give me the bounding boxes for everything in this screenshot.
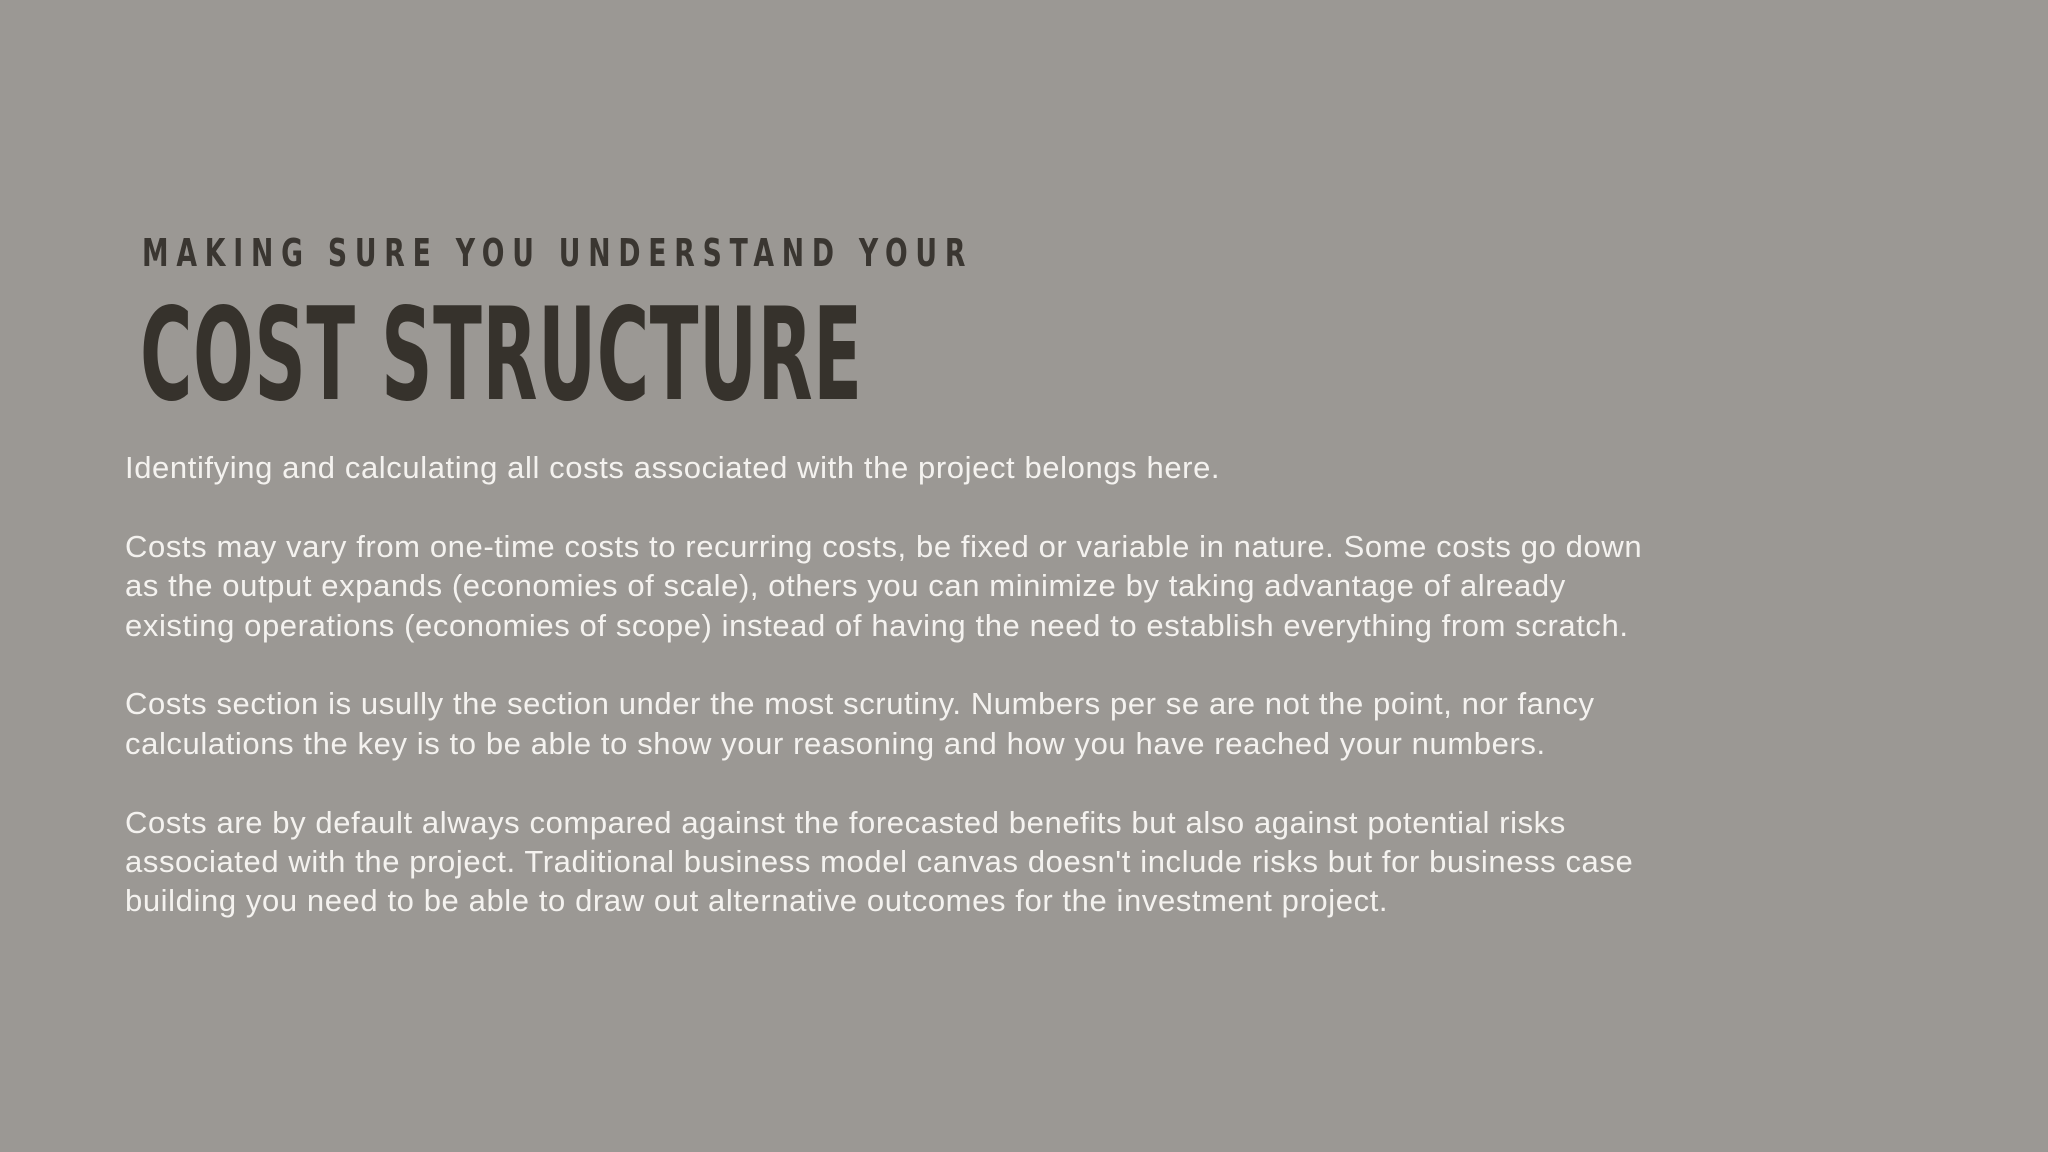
paragraph-cost-types: Costs may vary from one-time costs to recurring costs, be fixed or variable in nature. Some costs go down as the output expands (economies of scale), others you can minimize by taking advantage of already existing operations (economies of scope) instead of having the need to establish everything from scratch. [125, 528, 1643, 643]
paragraph-risks: Costs are by default always compared against the forecasted benefits but also against potential risks associated with the project. Traditional business model canvas doesn't include risks but for business case building you need to be able to draw out alternative outcomes for the investment project. [125, 804, 1634, 919]
slide-body [125, 448, 1665, 921]
paragraph-scrutiny: Costs section is usully the section under the most scrutiny. Numbers per se are not the point, nor fancy calculations the key is to be able to show your reasoning and how you have reached your numbers. [125, 686, 1595, 761]
slide-kicker: MAKING SURE YOU UNDERSTAND YOUR [142, 231, 974, 275]
paragraph-intro: Identifying and calculating all costs associated with the project belongs here. [125, 450, 1221, 485]
slide-title: COST STRUCTURE [140, 281, 863, 430]
